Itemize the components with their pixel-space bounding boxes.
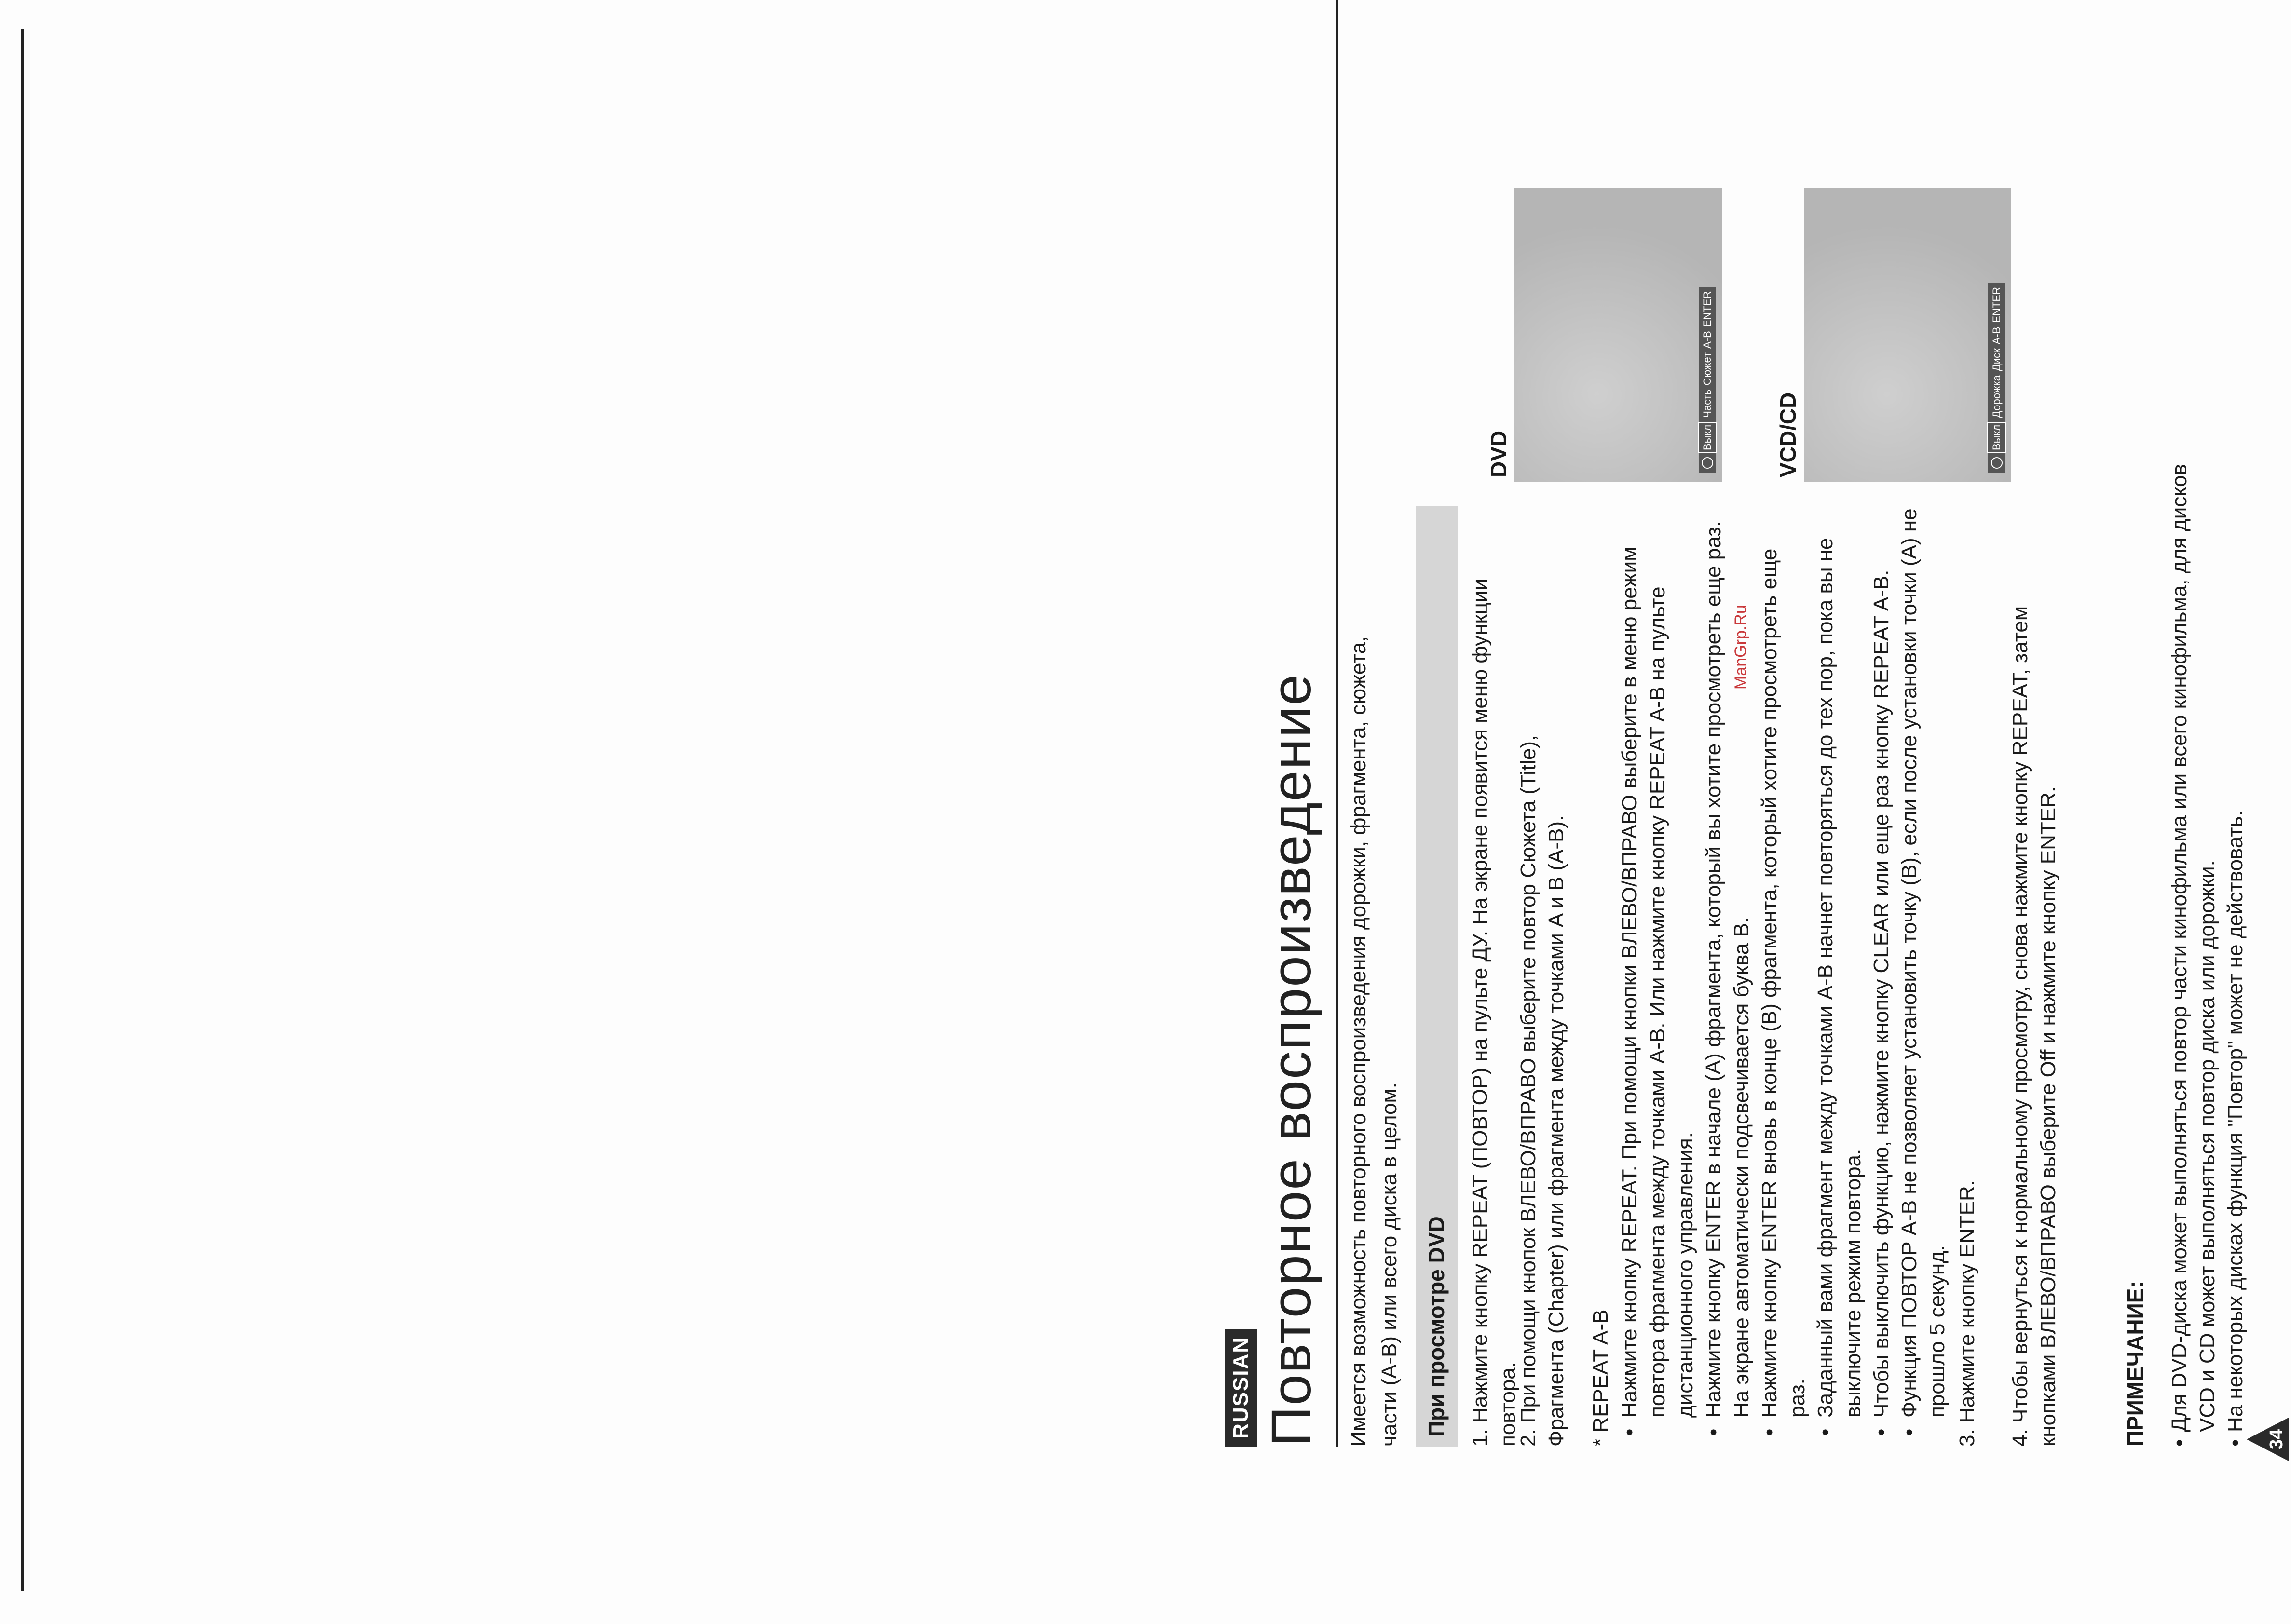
- section-header: [1416, 506, 1458, 1447]
- rotated-content: [1177, 0, 2287, 1450]
- page-number-badge: [2243, 1413, 2291, 1466]
- step-3: 3. Нажмите кнопку ENTER.: [1955, 1180, 1979, 1447]
- list-item: • Функция ПОВТОР A-B не позволяет установить точку (B), если после установки точки (A) не прошло 5 секунд.: [1896, 506, 1951, 1447]
- note-title: ПРИМЕЧАНИЕ:: [2123, 1281, 2148, 1447]
- dvd-osd-bar: [1699, 287, 1716, 473]
- osd-item: Дорожка: [1991, 375, 2003, 418]
- vcd-osd-bar: [1988, 283, 2005, 473]
- list-item: • Нажмите кнопку REPEAT. При помощи кнопки ВЛЕВО/ВПРАВО выберите в меню режим повтора фрагмента между точками A-B. Или нажмите кнопку REPEAT A-B на пульте дистанционного управления.: [1616, 506, 1700, 1447]
- osd-enter: ENTER: [1991, 287, 2003, 323]
- dvd-screen: [1514, 188, 1722, 482]
- disc-icon: [1991, 457, 2003, 469]
- title-divider: [1336, 0, 1338, 1447]
- note-list: [2166, 434, 2250, 1447]
- osd-item: Выкл: [1698, 422, 1717, 453]
- vcd-screen-label: VCD/CD: [1775, 392, 1800, 477]
- note-item: • На некоторых дисках функция "Повтор" может не действовать.: [2222, 434, 2250, 1447]
- page-edge-rule: [21, 29, 24, 1591]
- dvd-screen-label: DVD: [1486, 430, 1511, 477]
- step-4: 4. Чтобы вернуться к нормальному просмотру, снова нажмите кнопку REPEAT, затем кнопками ВЛЕВО/ВПРАВО выберите Off и нажмите кнопку ENTER.: [2008, 606, 2060, 1447]
- section-title: При просмотре DVD: [1424, 1216, 1449, 1437]
- page-title: Повторное воспроизведение: [1260, 673, 1323, 1447]
- note-item: • Для DVD-диска может выполняться повтор части кинофильма или всего кинофильма, для дисков VCD и CD может выполняться повтор диска или дорожки.: [2166, 434, 2222, 1447]
- osd-item: A-B: [1701, 331, 1713, 349]
- vcd-screen: [1804, 188, 2011, 482]
- list-item: • Нажмите кнопку ENTER вновь в конце (B) фрагмента, который хотите просмотреть еще раз.: [1756, 506, 1812, 1447]
- list-item: • Нажмите кнопку ENTER в начале (A) фрагмента, который вы хотите просмотреть еще раз. На экране автоматически подсвечивается буква B.: [1700, 506, 1756, 1447]
- osd-item: Диск: [1991, 348, 2003, 372]
- repeat-ab-list: [1616, 506, 1951, 1447]
- osd-item: Часть: [1701, 389, 1713, 418]
- list-item: • Чтобы выключить функцию, нажмите кнопку CLEAR или еще раз кнопку REPEAT A-B.: [1868, 506, 1896, 1447]
- intro-text: Имеется возможность повторного воспроизведения дорожки, фрагмента, сюжета, части (A-B) или всего диска в целом.: [1347, 636, 1401, 1447]
- list-item: • Заданный вами фрагмент между точками A-B начнет повторяться до тех пор, пока вы не выключите режим повтора.: [1812, 506, 1868, 1447]
- disc-icon: [1702, 457, 1713, 469]
- page-number: 34: [2266, 1429, 2287, 1450]
- step-1: 1. Нажмите кнопку REPEAT (ПОВТОР) на пульте ДУ. На экране появится меню функции повтора.: [1468, 578, 1520, 1447]
- osd-enter: ENTER: [1701, 291, 1713, 327]
- osd-item: A-B: [1991, 326, 2003, 345]
- watermark: ManGrp.Ru: [1732, 605, 1750, 690]
- language-tab: RUSSIAN: [1225, 1329, 1257, 1447]
- osd-item: Сюжет: [1701, 352, 1713, 386]
- osd-item: Выкл: [1987, 422, 2006, 453]
- repeat-ab-heading: * REPEAT A-B: [1589, 1309, 1612, 1447]
- step-2: 2. При помощи кнопок ВЛЕВО/ВПРАВО выберите повтор Сюжета (Title), Фрагмента (Chapter) или фрагмента между точками A и B (A-B).: [1516, 735, 1568, 1447]
